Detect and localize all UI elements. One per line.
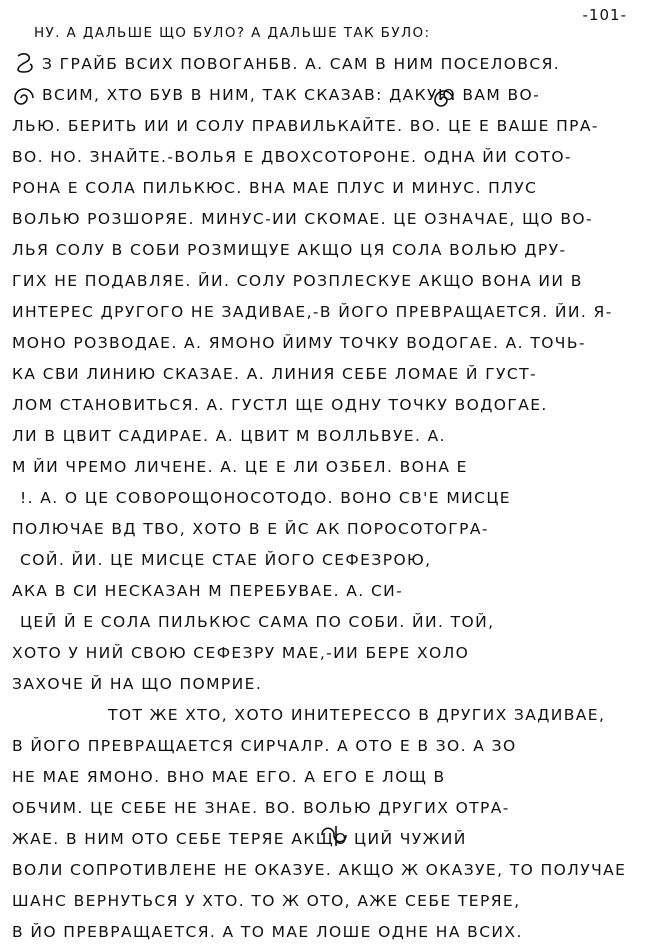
text-line: ЖАЕ. В НИМ ОТО СЕБЕ ТЕРЯЕ АКЩО ЦИЙ ЧУЖИЙ <box>12 830 467 848</box>
handwritten-text <box>12 18 634 948</box>
text-line: ОБЧИМ. ЦЕ СЕБЕ НЕ ЗНАЕ. ВО. ВОЛЬЮ ДРУГИХ ОТРА- <box>12 799 510 817</box>
text-line: ШАНС ВЕРНУТЬСЯ У ХТО. ТО Ж ОТО, АЖЕ СЕБЕ ТЕРЯЕ, <box>12 892 521 910</box>
text-line: ЛЬЮ. БЕРИТЬ ИИ И СОЛУ ПРАВИЛЬКАЙТЕ. ВО. ЦЕ Е ВАШЕ ПРА- <box>12 117 599 135</box>
text-line: ХОТО У НИЙ СВОЮ СЕФЕЗРУ МАЕ,-ИИ БЕРЕ ХОЛО <box>12 644 470 662</box>
text-line: МОНО РОЗВОДАЕ. А. ЯМОНО ЙИМУ ТОЧКУ ВОДОГАЕ. А. ТОЧЬ- <box>12 334 586 352</box>
text-line: НЕ МАЕ ЯМОНО. ВНО МАЕ ЕГО. А ЕГО Е ЛОЩ В <box>12 768 446 786</box>
text-line: !. А. О ЦЕ СОВОРОЩОНОСОТОДО. ВОНО СВ'Е МИСЦЕ <box>20 489 511 507</box>
text-line: АКА В СИ НЕСКАЗАН М ПЕРЕБУВАЕ. А. СИ- <box>12 582 404 600</box>
text-line: В ЙОГО ПРЕВРАЩАЕТСЯ СИРЧАЛР. А ОТО Е В ЗО. А ЗО <box>12 737 517 755</box>
text-line: ВО. НО. ЗНАЙТЕ.-ВОЛЬЯ Е ДВОХСОТОРОНЕ. ОДНА ЙИ СОТО- <box>12 148 572 166</box>
text-line: ЛИ В ЦВИТ САДИРАЕ. А. ЦВИТ М ВОЛЛЬВУЕ. А. <box>12 427 446 445</box>
text-line: ЦЕЙ Й Е СОЛА ПИЛЬКЮС САМА ПО СОБИ. ЙИ. ТОЙ, <box>20 613 495 631</box>
text-line: СОЙ. ЙИ. ЦЕ МИСЦЕ СТАЕ ЙОГО СЕФЕЗРОЮ, <box>20 551 432 569</box>
text-line: ЛЬЯ СОЛУ В СОБИ РОЗМИЩУЕ АКЩО ЦЯ СОЛА ВОЛЬЮ ДРУ- <box>12 241 567 259</box>
text-line: ТОТ ЖЕ ХТО, ХОТО ИНИТЕРЕССО В ДРУГИХ ЗАДИВАЕ, <box>108 706 606 724</box>
text-line: ИНТЕРЕС ДРУГОГО НЕ ЗАДИВАЕ,-В ЙОГО ПРЕВРАЩАЕТСЯ. ЙИ. Я- <box>12 303 613 321</box>
text-line: ВОЛЬЮ РОЗШОРЯЕ. МИНУС-ИИ СКОМАЕ. ЦЕ ОЗНАЧАЕ, ЩО ВО- <box>12 210 593 228</box>
text-line: НУ. А ДАЛЬШЕ ЩО БУЛО? А ДАЛЬШЕ ТАК БУЛО: <box>34 25 431 41</box>
text-line: ВОЛИ СОПРОТИВЛЕНЕ НЕ ОКАЗУЕ. АКЩО Ж ОКАЗУЕ, ТО ПОЛУЧАЕ <box>12 861 627 879</box>
text-line: ПОЛЮЧАЕ ВД ТВО, ХОТО В Е ЙС АК ПОРОСОТОГРА- <box>12 520 489 538</box>
text-line: ВСИМ, ХТО БУВ В НИМ, ТАК СКАЗАВ: ДАКУЮ ВАМ ВО- <box>42 86 541 104</box>
text-line: М ЙИ ЧРЕМО ЛИЧЕНЕ. А. ЦЕ Е ЛИ ОЗБЕЛ. ВОНА Е <box>12 458 468 476</box>
text-line: ГИХ НЕ ПОДАВЛЯЕ. ЙИ. СОЛУ РОЗПЛЕСКУЕ АКЩО ВОНА ИИ В <box>12 272 583 290</box>
text-line: В ЙО ПРЕВРАЩАЕТСЯ. А ТО МАЕ ЛОШЕ ОДНЕ НА ВСИХ. <box>12 923 523 941</box>
text-line: РОНА Е СОЛА ПИЛЬКЮС. ВНА МАЕ ПЛУС И МИНУС. ПЛУС <box>12 179 538 197</box>
text-line: З ГРАЙБ ВСИХ ПОВОГАНБВ. А. САМ В НИМ ПОСЕЛОВСЯ. <box>42 55 561 73</box>
text-line: ЛОМ СТАНОВИТЬСЯ. А. ГУСТЛ ЩЕ ОДНУ ТОЧКУ ВОДОГАЕ. <box>12 396 548 414</box>
text-line: КА СВИ ЛИНИЮ СКАЗАЕ. А. ЛИНИЯ СЕБЕ ЛОМАЕ Й ГУСТ- <box>12 365 537 383</box>
text-line: ЗАХОЧЕ Й НА ЩО ПОМРИЕ. <box>12 675 263 693</box>
page-number: -101- <box>582 6 627 24</box>
